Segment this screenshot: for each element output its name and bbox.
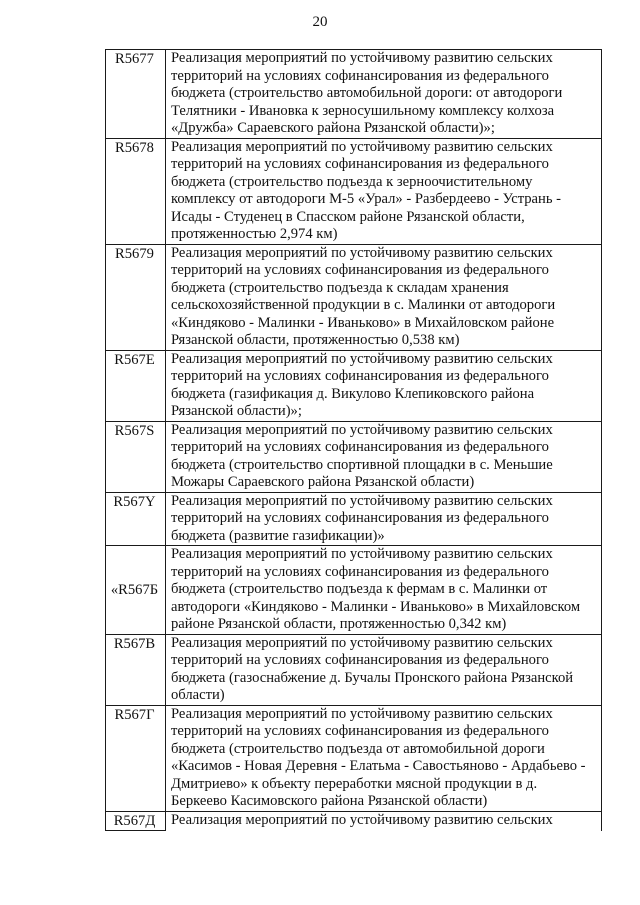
description-line: территорий на условиях софинансирования из федерального: [171, 563, 549, 580]
description-line: Исады - Студенец в Спасском районе Рязанской области,: [171, 208, 525, 225]
description-line: комплексу от автодороги М-5 «Урал» - Разбердеево - Устрань -: [171, 191, 562, 207]
description-line: автодороги «Киндяково - Малинки - Иваньково» в Михайловском: [171, 598, 581, 615]
description-line: территорий на условиях софинансирования из федерального: [171, 67, 549, 84]
code-description: [166, 244, 602, 350]
budget-code: R567S: [106, 421, 166, 492]
description-line: бюджета (строительство подъезда к фермам в с. Малинки от: [171, 581, 548, 597]
description-line: Реализация мероприятий по устойчивому развитию сельских: [171, 811, 553, 828]
table-row: [106, 811, 602, 831]
description-line: территорий на условиях софинансирования из федерального: [171, 439, 549, 455]
description-line: Реализация мероприятий по устойчивому развитию сельских: [171, 244, 553, 261]
description-line: Реализация мероприятий по устойчивому развитию сельских: [171, 705, 553, 722]
description-line: территорий на условиях софинансирования из федерального: [171, 368, 549, 384]
code-description: [166, 50, 602, 139]
page-number: 20: [312, 14, 328, 30]
description-line: территорий на условиях софинансирования из федерального: [171, 156, 549, 172]
budget-codes-table: [105, 49, 602, 831]
description-line: Реализация мероприятий по устойчивому развитию сельских: [171, 492, 553, 509]
table-body: [106, 50, 602, 831]
budget-code: R567E: [106, 350, 166, 421]
description-line: Телятники - Ивановка к зерносушильному комплексу колхоза: [171, 102, 555, 119]
table-row: [106, 138, 602, 244]
description-line: Реализация мероприятий по устойчивому развитию сельских: [171, 634, 553, 651]
description-line: Реализация мероприятий по устойчивому развитию сельских: [171, 350, 553, 367]
description-line: «Дружба» Сараевского района Рязанской области)»;: [171, 120, 495, 136]
code-description: [166, 634, 602, 705]
description-line: Можары Сараевского района Рязанской области): [171, 474, 475, 490]
budget-code: R5678: [106, 138, 166, 244]
code-description: [166, 421, 602, 492]
table-row: [106, 705, 602, 811]
code-description: [166, 811, 602, 831]
budget-code: R567Г: [106, 705, 166, 811]
budget-code: R5677: [106, 50, 166, 139]
description-line: области): [171, 687, 225, 703]
budget-code: R567В: [106, 634, 166, 705]
code-description: [166, 138, 602, 244]
description-line: территорий на условиях софинансирования из федерального: [171, 723, 549, 739]
description-line: «Касимов - Новая Деревня - Елатьма - Савостьяново - Ардабьево -: [171, 758, 586, 774]
description-line: бюджета (строительство подъезда к складам хранения: [171, 279, 509, 296]
description-line: Беркеево Касимовского района Рязанской области): [171, 793, 488, 809]
table-row: [106, 50, 602, 139]
table-row: [106, 350, 602, 421]
code-description: [166, 492, 602, 546]
budget-code: R567Y: [106, 492, 166, 546]
description-line: «Киндяково - Малинки - Иваньково» в Михайловском районе: [171, 314, 555, 331]
description-line: территорий на условиях софинансирования из федерального: [171, 652, 549, 668]
description-line: бюджета (строительство спортивной площадки в с. Меньшие: [171, 456, 553, 473]
description-line: сельскохозяйственной продукции в с. Малинки от автодороги: [171, 297, 556, 313]
description-line: бюджета (строительство подъезда к зерноочистительному: [171, 173, 533, 190]
description-line: бюджета (строительство автомобильной дороги: от автодороги: [171, 85, 563, 101]
description-line: территорий на условиях софинансирования из федерального: [171, 262, 549, 278]
description-line: бюджета (строительство подъезда от автомобильной дороги: [171, 740, 545, 757]
description-line: Рязанской области, протяженностью 0,538 км): [171, 332, 460, 348]
table-row: [106, 546, 602, 635]
description-line: Реализация мероприятий по устойчивому развитию сельских: [171, 546, 553, 562]
description-line: территорий на условиях софинансирования из федерального: [171, 510, 549, 526]
table-row: [106, 421, 602, 492]
description-line: Реализация мероприятий по устойчивому развитию сельских: [171, 138, 553, 155]
code-description: [166, 350, 602, 421]
description-line: бюджета (развитие газификации)»: [171, 527, 385, 544]
description-line: районе Рязанской области, протяженностью 0,342 км): [171, 616, 507, 632]
table-row: [106, 634, 602, 705]
description-line: Дмитриево» к объекту переработки мясной продукции в д.: [171, 775, 538, 792]
budget-code: «R567Б: [106, 546, 166, 635]
budget-code: R5679: [106, 244, 166, 350]
table-row: [106, 244, 602, 350]
description-line: протяженностью 2,974 км): [171, 226, 338, 242]
description-line: бюджета (газификация д. Викулово Клепиковского района: [171, 385, 535, 402]
description-line: Рязанской области)»;: [171, 403, 302, 419]
table-row: [106, 492, 602, 546]
description-line: бюджета (газоснабжение д. Бучалы Пронского района Рязанской: [171, 669, 574, 686]
budget-code: R567Д: [106, 811, 166, 831]
code-description: [166, 546, 602, 635]
description-line: Реализация мероприятий по устойчивому развитию сельских: [171, 50, 553, 66]
code-description: [166, 705, 602, 811]
description-line: Реализация мероприятий по устойчивому развитию сельских: [171, 421, 553, 438]
